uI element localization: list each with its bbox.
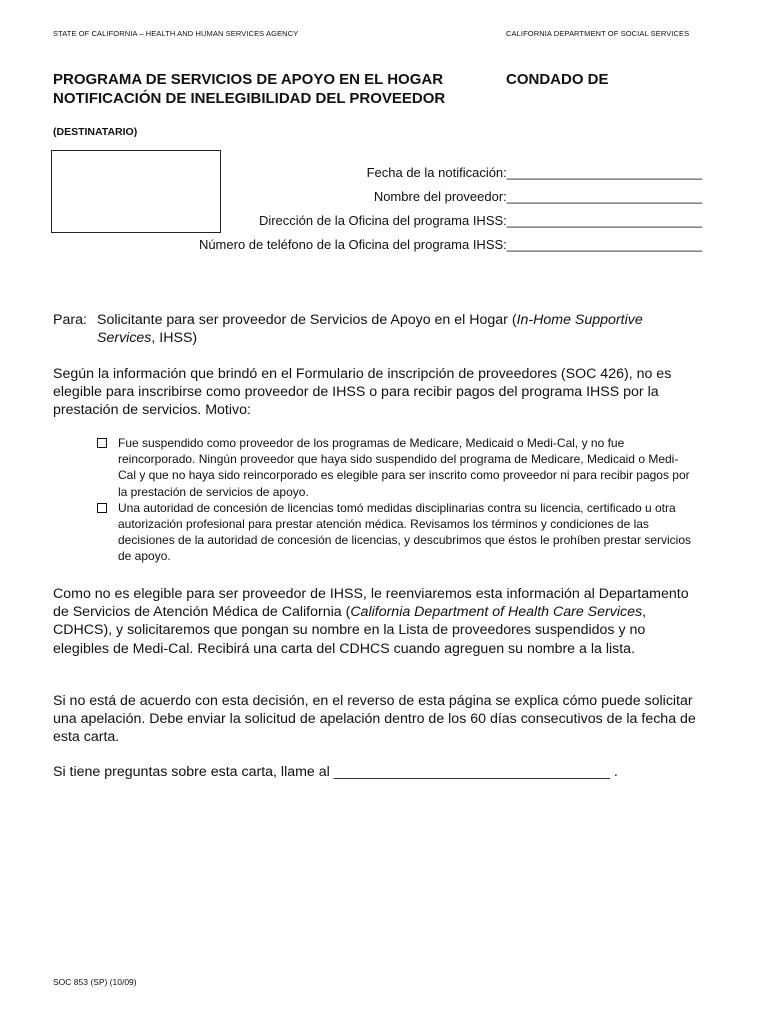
to-text-a: Solicitante para ser proveedor de Servicios de Apoyo en el Hogar ( (97, 312, 517, 328)
field-blank[interactable]: ___________________________ (506, 165, 702, 180)
reasons-list (96, 435, 696, 565)
reason-checkbox[interactable] (97, 438, 107, 448)
field-label: Fecha de la notificación: (366, 165, 507, 180)
paragraph-eligibility (53, 365, 703, 420)
county-label: CONDADO DE (506, 71, 609, 88)
field-office-phone (199, 237, 702, 252)
to-text-english: In-Home Supportive Services (97, 312, 643, 347)
to-line (53, 311, 703, 347)
paragraph-questions (53, 763, 703, 781)
header-department: CALIFORNIA DEPARTMENT OF SOCIAL SERVICES (506, 29, 690, 38)
reason-item (96, 500, 696, 565)
paragraph-1-text: Según la información que brindó en el Formulario de inscripción de proveedores (SOC 426), no es elegible para inscribirse como proveedor de IHSS o para recibir pagos del programa IHSS por la prestación de servicios. Motivo: (53, 366, 672, 419)
to-text (97, 311, 697, 347)
reason-text: Una autoridad de concesión de licencias tomó medidas disciplinarias contra su licencia, certificado u otra autorización profesional para prestar atención médica. Revisamos los términos y condiciones de las decisiones de la autoridad de concesión de licencias, y descubrimos que éstos le prohíben prestar servicios de apoyo. (118, 500, 691, 564)
field-blank[interactable]: ___________________________ (506, 189, 702, 204)
field-blank[interactable]: ___________________________ (506, 213, 702, 228)
field-office-address (259, 213, 702, 228)
paragraph-2-text (53, 585, 703, 658)
form-number: SOC 853 (SP) (10/09) (53, 977, 137, 987)
field-blank[interactable]: ___________________________ (506, 237, 702, 252)
recipient-label: (DESTINATARIO) (53, 126, 138, 138)
to-text-b: , IHSS) (151, 330, 198, 347)
paragraph-cdhcs (53, 585, 703, 658)
field-notification-date (367, 165, 702, 180)
questions-text: Si tiene preguntas sobre esta carta, llame al ___________________________________ . (53, 764, 618, 780)
recipient-address-box[interactable] (51, 150, 221, 233)
title-line-2: NOTIFICACIÓN DE INELEGIBILIDAD DEL PROVEEDOR (53, 90, 446, 107)
paragraph-3-text: Si no está de acuerdo con esta decisión, en el reverso de esta página se explica cómo puede solicitar una apelación. Debe enviar la solicitud de apelación dentro de los 60 días consecutivos de la fecha de esta carta. (53, 693, 696, 746)
field-provider-name (374, 189, 702, 204)
reason-checkbox[interactable] (97, 503, 107, 513)
paragraph-2-b: , CDHCS), y solicitaremos que pongan su nombre en la Lista de proveedores suspendidos y no elegibles de Medi-Cal. Recibirá una carta del CDHCS cuando agreguen su nombre a la lista. (53, 604, 647, 657)
form-title (53, 70, 445, 108)
paragraph-appeal (53, 692, 703, 747)
paragraph-2-english: California Department of Health Care Services (350, 604, 643, 621)
field-label: Dirección de la Oficina del programa IHSS: (258, 213, 507, 228)
field-label: Nombre del proveedor: (373, 189, 507, 204)
reason-item (96, 435, 696, 500)
title-line-1: PROGRAMA DE SERVICIOS DE APOYO EN EL HOGAR (53, 71, 444, 88)
paragraph-2-a: Como no es elegible para ser proveedor de IHSS, le reenviaremos esta información al Departamento de Servicios de Atención Médica de California ( (53, 586, 689, 621)
to-label: Para: (53, 312, 87, 328)
field-label: Número de teléfono de la Oficina del programa IHSS: (198, 237, 507, 252)
reason-text: Fue suspendido como proveedor de los programas de Medicare, Medicaid o Medi-Cal, y no fue reincorporado. Ningún proveedor que haya sido suspendido del programa de Medicare, Medicaid o Medi-Cal y que no haya sido reincorporado es elegible para ser inscrito como proveedor ni para recibir pagos por la prestación de servicios de apoyo. (118, 436, 690, 499)
header-agency: STATE OF CALIFORNIA – HEALTH AND HUMAN SERVICES AGENCY (53, 29, 299, 38)
